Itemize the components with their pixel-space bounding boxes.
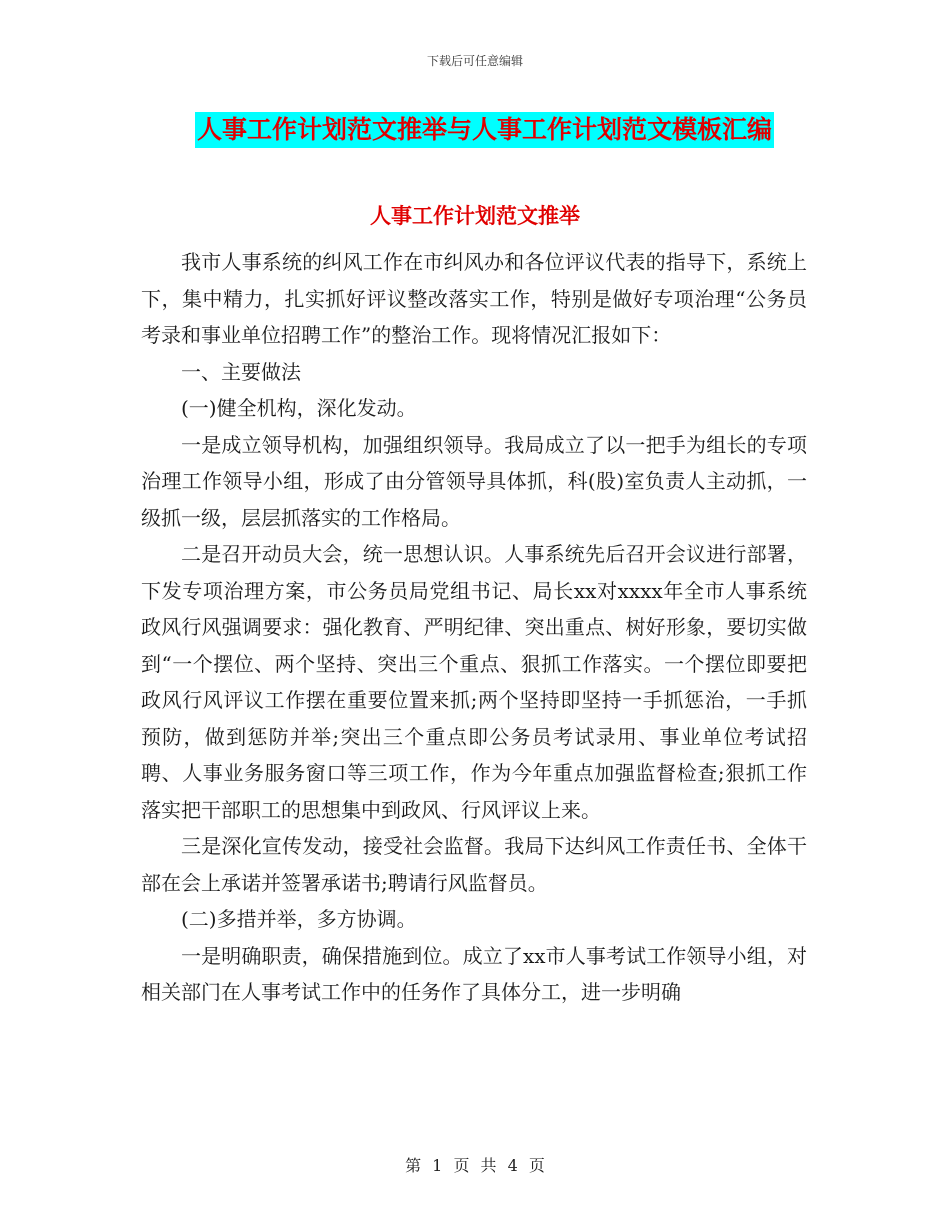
document-title: 人事工作计划范文推举与人事工作计划范文模板汇编 [195, 112, 774, 148]
paragraph: 一是明确职责，确保措施到位。成立了xx市人事考试工作领导小组，对相关部门在人事考试工作中的任务作了具体分工，进一步明确 [141, 943, 807, 1004]
page-header-note: 下载后可任意编辑 [426, 54, 523, 68]
section-title: 人事工作计划范文推举 [370, 203, 580, 228]
paragraph: (一)健全机构，深化发动。 [181, 396, 417, 420]
document-body [141, 244, 807, 1011]
paragraph: 二是召开动员大会，统一思想认识。人事系统先后召开会议进行部署，下发专项治理方案，市公务员局党组书记、局长xx对xxxx年全市人事系统政风行风强调要求：强化教育、严明纪律、突出重点、树好形象，要切实做到“一个摆位、两个坚持、突出三个重点、狠抓工作落实。一个摆位即要把政风行风评议工作摆在重要位置来抓;两个坚持即坚持一手抓惩治，一手抓预防，做到惩防并举;突出三个重点即公务员考试录用、事业单位考试招聘、人事业务服务窗口等三项工作，作为今年重点加强监督检查;狠抓工作落实把干部职工的思想集中到政风、行风评议上来。 [141, 542, 807, 822]
page-number: 第 1 页 共 4 页 [405, 1156, 545, 1175]
paragraph: 一是成立领导机构，加强组织领导。我局成立了以一把手为组长的专项治理工作领导小组，形成了由分管领导具体抓，科(股)室负责人主动抓，一级抓一级，层层抓落实的工作格局。 [141, 432, 807, 530]
paragraph: 我市人事系统的纠风工作在市纠风办和各位评议代表的指导下，系统上下，集中精力，扎实抓好评议整改落实工作，特别是做好专项治理“公务员考录和事业单位招聘工作”的整治工作。现将情况汇报如下： [141, 250, 807, 347]
paragraph: 三是深化宣传发动，接受社会监督。我局下达纠风工作责任书、全体干部在会上承诺并签署承诺书;聘请行风监督员。 [141, 834, 807, 895]
paragraph: (二)多措并举，多方协调。 [181, 907, 417, 931]
paragraph: 一、主要做法 [181, 359, 301, 384]
